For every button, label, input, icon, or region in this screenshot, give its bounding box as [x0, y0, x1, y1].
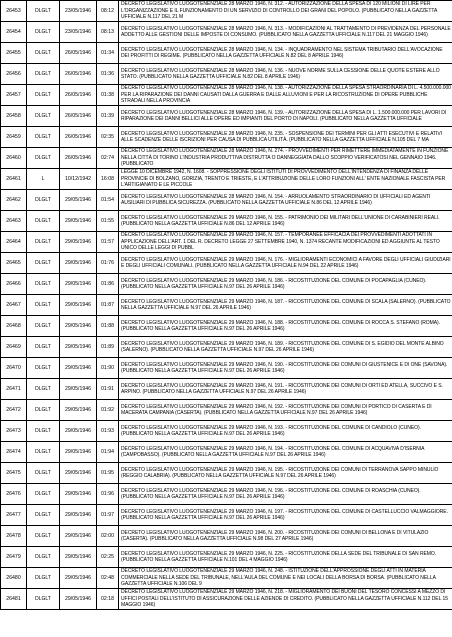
act-description: [119, 274, 452, 295]
act-time: 01:88: [97, 316, 119, 337]
act-time: 01:89: [97, 337, 119, 358]
act-type: DLGLT: [27, 463, 60, 484]
act-description-text: DECRETO LEGISLATIVO LUOGOTENENZIALE 29 MARZO 1946, N. 218. - MIGLIORAMENTO DEI BUONI DEL TESORO CONCESSI A MEZZO DI UFFICI POSTALI DELL'ISTITUTO DI ASSICURAZIONE DELLE AZIENDE DI CREDITO. (PUBBLICATO NELLA GAZZETTA UFFICIALE N.112 DEL 15 MAGGIO 1946): [121, 589, 448, 609]
act-description: [119, 316, 452, 337]
record-number: 26478: [1, 526, 27, 547]
act-description-text: LEGGE 10 DICEMBRE 1942, N. 1608. - SOPPRESSIONE DEGLI ISTITUTI DI PROVVEDIMENTO DELL'INTENDENZA DI FINANZA DELLE PROVINCIE DI BOLZANO, GORIZIA, TRENTO E TRIESTE, E L'ATTRIBUZIONE DELLE LORO FUNZIONI ALL' ENTE NAZIONALE FASCISTA PER L'ARTIGIANATO E LE PICCOLE: [121, 169, 446, 189]
act-description: [119, 358, 452, 379]
act-time: 01:93: [97, 421, 119, 442]
act-time: 02:74: [97, 148, 119, 169]
act-description: [119, 421, 452, 442]
act-description-text: DECRETO LEGISLATIVO LUOGOTENENZIALE 29 MARZO 1946, N. 189. - RICOSTITUZIONE DEL COMUNE DI S. EGIDIO DEL MONTE ALBINO (SALERNO). (PUBBLICATO NELLA GAZZETTA UFFICIALE N.97 DEL 26 APRILE 1946): [121, 340, 444, 353]
act-type: DLGLT: [27, 421, 60, 442]
record-number: 26462: [1, 190, 27, 211]
act-description-text: DECRETO LEGISLATIVO LUOGOTENENZIALE 29 MARZO 1946, N. 193. - RICOSTITUZIONE DEL COMUNE DI CANDIOLO (CUNEO). (PUBBLICATO NELLA GAZZETTA UFFICIALE N.97 DEL 26 APRILE 1946): [121, 424, 421, 437]
act-time: 01:76: [97, 253, 119, 274]
act-date: 29/05/1946: [60, 274, 97, 295]
table-row: [1, 337, 452, 358]
table-row: [1, 526, 452, 547]
act-description: [119, 43, 452, 64]
act-type: DLGLT: [27, 148, 60, 169]
act-time: 02:48: [97, 568, 119, 589]
act-time: 01:87: [97, 295, 119, 316]
record-number: 26459: [1, 127, 27, 148]
act-description: [119, 568, 452, 589]
table-row: [1, 1, 452, 22]
act-date: 29/05/1946: [60, 526, 97, 547]
record-number: 26454: [1, 22, 27, 43]
decree-table-body: [1, 1, 452, 610]
act-time: 01:97: [97, 505, 119, 526]
act-description-text: DECRETO LEGISLATIVO LUOGOTENENZIALE 29 MARZO 1946, N. 196. - RICOSTITUZIONE DEL COMUNE DI ROASCHIA (CUNEO). (PUBBLICATO NELLA GAZZETTA UFFICIALE N.97 DEL 26 APRILE 1946): [121, 487, 421, 500]
act-date: 29/05/1946: [60, 190, 97, 211]
record-number: 26480: [1, 568, 27, 589]
act-description-text: DECRETO LEGISLATIVO LUOGOTENENZIALE 29 MARZO 1946, N. 187. - RICOSTITUZIONE DEL COMUNE DI SCALA (SALERNO). (PUBBLICATO NELLA GAZZETTA UFFICIALE N.97 DEL 26 APRILE 1946): [121, 298, 451, 311]
act-time: 01:95: [97, 463, 119, 484]
act-description: [119, 211, 452, 232]
record-number: 26470: [1, 358, 27, 379]
act-type: DLGLT: [27, 190, 60, 211]
act-date: 29/05/1946: [60, 253, 97, 274]
act-description: [119, 526, 452, 547]
table-row: [1, 22, 452, 43]
act-description: [119, 442, 452, 463]
act-description-text: DECRETO LEGISLATIVO LUOGOTENENZIALE 29 MARZO 1946, N. 157. - TEMPORANEE EFFICACIA DEI PROVVEDIMENTI ADOTTATI IN APPLICAZIONE DELL'ART. 1 DEL R. DECRETO LEGGE 27 SETTEMBRE 1940, N. 1374 RECANTE MODIFICAZIONI ED AGGIUNTE AL TESTO UNICO DELLE LEGGI DI PUBBL: [121, 232, 440, 252]
act-date: 26/05/1946: [60, 64, 97, 85]
act-type: DLGLT: [27, 358, 60, 379]
record-number: 26461: [1, 169, 27, 190]
act-description-text: DECRETO LEGISLATIVO LUOGOTENENZIALE 29 MARZO 1946, N. 200. - RICOSTITUZIONE DEI COMUNI DI BELLONA E DI VITULAZIO (CASERTA). (PUBBLICATO NELLA GAZZETTA UFFICIALE N.98 DEL 27 APRILE 1946): [121, 529, 429, 542]
act-date: 29/05/1946: [60, 295, 97, 316]
act-date: 26/05/1946: [60, 85, 97, 106]
table-row: [1, 190, 452, 211]
act-description: [119, 253, 452, 274]
act-time: 01:94: [97, 442, 119, 463]
act-date: 29/05/1946: [60, 232, 97, 253]
table-row: [1, 85, 452, 106]
act-time: 02:25: [97, 547, 119, 568]
act-description: [119, 106, 452, 127]
record-number: 26471: [1, 379, 27, 400]
act-time: 01:39: [97, 106, 119, 127]
table-row: [1, 169, 452, 190]
act-time: 02:35: [97, 127, 119, 148]
record-number: 26453: [1, 1, 27, 22]
act-description-text: DECRETO LEGISLATIVO LUOGOTENENZIALE 28 MARZO 1946, N. 235. - SOSPENSIONE DEI TERMINI PER GLI ATTI ESECUTIVI E RELATIVI ALLE SCADENZE DELLE ISCRIZIONI PER CAUSA DI PUBBLICA UTILITÀ. (PUBBLICATO NELLA GAZZETTA UFFICIALE N.105 DEL 7 MA: [121, 130, 442, 143]
act-description-text: DECRETO LEGISLATIVO LUOGOTENENZIALE 29 MARZO 1946, N. 191. - RICOSTITUZIONE DEI COMUNI DI ORTI ED ATELLA, SUCCIVO E S. ARPINO. (PUBBLICATO NELLA GAZZETTA UFFICIALE N.97 DEL 26 APRILE 1946): [121, 382, 443, 395]
act-description: [119, 127, 452, 148]
act-time: 02:18: [97, 589, 119, 610]
act-time: 16:08: [97, 169, 119, 190]
act-description: [119, 505, 452, 526]
act-date: 26/05/1946: [60, 106, 97, 127]
record-number: 26477: [1, 505, 27, 526]
act-type: DLGLT: [27, 547, 60, 568]
act-date: 26/05/1946: [60, 127, 97, 148]
act-description: [119, 379, 452, 400]
act-description-text: DECRETO LEGISLATIVO LUOGOTENENZIALE 29 MARZO 1946, N. 197. - RICOSTITUZIONE DEL COMUNE DI CASTELLUCCIO VALMAGGIORE. (PUBBLICATO NELLA GAZZETTA UFFICIALE N.97 DEL 26 APRILE 1946): [121, 508, 448, 521]
act-type: DLGLT: [27, 232, 60, 253]
act-description-text: DECRETO LEGISLATIVO LUOGOTENENZIALE 28 MARZO 1946, N. 138. - AUTORIZZAZIONE DELLA SPESA STRAORDINARIA DI L. 4.500.000.000 PER LA RIPARAZIONE DEI DANNI CAUSATI DALLA GUERRA E DALLE ALLUVIONI E PER LA RICOSTRUZIONE DI OPERE PUBBLICHE STRADALI NELLA PROVINCIA: [121, 85, 451, 105]
record-number: 26457: [1, 85, 27, 106]
table-row: [1, 106, 452, 127]
table-row: [1, 358, 452, 379]
act-date: 23/05/1946: [60, 22, 97, 43]
act-date: 26/05/1946: [60, 43, 97, 64]
act-description-text: DECRETO LEGISLATIVO LUOGOTENENZIALE 28 MARZO 1946, N. 136. - NUOVE NORME SULLA CESSIONE DELLE QUOTE ESTERE ALLO STATO. (PUBBLICATO NELLA GAZZETTA UFFICIALE N.82 DEL 8 APRILE 1946): [121, 67, 440, 80]
table-row: [1, 64, 452, 85]
record-number: 26460: [1, 148, 27, 169]
act-description-text: DECRETO LEGISLATIVO LUOGOTENENZIALE 28 MARZO 1946, N. 274. - PROVVEDIMENTI PER RIMETTERE IMMEDIATAMENTE IN FUNZIONE NELLA CITTÀ DI TORINO L'INDUSTRIA PRODUTTIVA DISTRUTTA O DANNEGGIATA DALLO SCOPPIO VERIFICATOSI NEL GENNAIO 1946. (PUBBLICATO: [121, 148, 449, 168]
act-description: [119, 463, 452, 484]
table-row: [1, 568, 452, 589]
act-type: DLGLT: [27, 127, 60, 148]
record-number: 26466: [1, 274, 27, 295]
act-description: [119, 1, 452, 22]
act-description-text: DECRETO LEGISLATIVO LUOGOTENENZIALE 29 MARZO 1946, N. 195. - RICOSTITUZIONE DEI COMUNI DI TERRANOVA SAPPO MINULIO (REGGIO CALABRIA). (PUBBLICATO NELLA GAZZETTA UFFICIALE N.97 DEL 26 APRILE 1946): [121, 466, 439, 479]
act-date: 29/05/1946: [60, 442, 97, 463]
act-type: DLGLT: [27, 589, 60, 610]
act-description: [119, 64, 452, 85]
table-row: [1, 127, 452, 148]
act-time: 01:36: [97, 64, 119, 85]
act-date: 29/05/1946: [60, 484, 97, 505]
act-type: DLGLT: [27, 568, 60, 589]
act-date: 29/05/1946: [60, 400, 97, 421]
act-description: [119, 547, 452, 568]
table-row: [1, 589, 452, 610]
table-row: [1, 316, 452, 337]
act-type: DLGLT: [27, 253, 60, 274]
act-date: 29/05/1946: [60, 358, 97, 379]
record-number: 26472: [1, 400, 27, 421]
record-number: 26481: [1, 589, 27, 610]
act-description: [119, 589, 452, 610]
act-description-text: DECRETO LEGISLATIVO LUOGOTENENZIALE 29 MARZO 1946, N. 190. - RICOSTITUZIONE DEI COMUNI DI GIUSTENICE E DI ONE (SAVONA). (PUBBLICATO NELLA GAZZETTA UFFICIALE N.97 DEL 26 APRILE 1946): [121, 361, 448, 374]
act-description: [119, 169, 452, 190]
act-description: [119, 22, 452, 43]
record-number: 26474: [1, 442, 27, 463]
act-type: DLGLT: [27, 442, 60, 463]
act-time: 01:96: [97, 484, 119, 505]
act-description: [119, 400, 452, 421]
act-description: [119, 484, 452, 505]
act-time: 01:34: [97, 43, 119, 64]
record-number: 26476: [1, 484, 27, 505]
act-type: DLGLT: [27, 274, 60, 295]
table-row: [1, 148, 452, 169]
table-row: [1, 274, 452, 295]
act-description: [119, 190, 452, 211]
act-description: [119, 148, 452, 169]
act-time: 01:92: [97, 400, 119, 421]
record-number: 26467: [1, 295, 27, 316]
act-type: DLGLT: [27, 64, 60, 85]
act-time: 01:57: [97, 232, 119, 253]
table-row: [1, 295, 452, 316]
act-time: 01:86: [97, 274, 119, 295]
record-number: 26455: [1, 43, 27, 64]
act-date: 29/05/1946: [60, 337, 97, 358]
act-type: DLGLT: [27, 400, 60, 421]
act-type: DLGLT: [27, 43, 60, 64]
table-row: [1, 442, 452, 463]
table-row: [1, 505, 452, 526]
act-date: 23/05/1946: [60, 1, 97, 22]
table-row: [1, 463, 452, 484]
act-type: DLGLT: [27, 211, 60, 232]
table-row: [1, 421, 452, 442]
act-description: [119, 295, 452, 316]
act-type: DLGLT: [27, 337, 60, 358]
act-time: 01:91: [97, 379, 119, 400]
act-date: 29/05/1946: [60, 316, 97, 337]
act-description-text: DECRETO LEGISLATIVO LUOGOTENENZIALE 29 MARZO 1946, N. 225. - RICOSTITUZIONE DELLA SEDE DEL TRIBUNALE DI SAN REMO. (PUBBLICATO NELLA GAZZETTA UFFICIALE N.101 DEL 4 MAGGIO 1946): [121, 550, 437, 563]
record-number: 26473: [1, 421, 27, 442]
table-row: [1, 232, 452, 253]
act-description-text: DECRETO LEGISLATIVO LUOGOTENENZIALE 29 MARZO 1946, N. 192. - RICOSTITUZIONE DEI COMUNI DI PORTICO DI CASERTA E DI MACERATA CAMPANIA (CASERTA). (PUBBLICATO NELLA GAZZETTA UFFICIALE N.97 DEL 26 APRILE 1946): [121, 403, 432, 416]
act-description: [119, 232, 452, 253]
act-date: 29/05/1946: [60, 463, 97, 484]
table-row: [1, 379, 452, 400]
table-row: [1, 484, 452, 505]
act-type: DLGLT: [27, 379, 60, 400]
act-description-text: DECRETO LEGISLATIVO LUOGOTENENZIALE 29 MARZO 1946, N. 248. - ISTITUZIONE DELL'APPROSSIONE DEGLI ATTI IN MATERIA COMMERCIALE NELLA SEDE DEL TRIBUNALE, NELL'AULA DEL COMUNE E NEI LOCALI DELLA BORSA DI BORSA. (PUBBLICATO NELLA GAZZETTA UFFICIALE N.106 DEL 9: [121, 568, 436, 588]
act-description: [119, 337, 452, 358]
act-type: L: [27, 169, 60, 190]
act-date: 29/05/1946: [60, 505, 97, 526]
act-time: 08:12: [97, 1, 119, 22]
act-time: 02:00: [97, 526, 119, 547]
table-row: [1, 400, 452, 421]
act-date: 29/05/1946: [60, 547, 97, 568]
table-row: [1, 43, 452, 64]
record-number: 26463: [1, 211, 27, 232]
act-description-text: DECRETO LEGISLATIVO LUOGOTENENZIALE 29 MARZO 1946, N. 188. - RICOSTITUZIONE DEL COMUNE DI ROCCA S. STEFANO (ROMA). (PUBBLICATO NELLA GAZZETTA UFFICIALE N.97 DEL 26 APRILE 1946): [121, 319, 440, 332]
act-date: 29/05/1946: [60, 568, 97, 589]
record-number: 26464: [1, 232, 27, 253]
act-time: 01:54: [97, 190, 119, 211]
act-description-text: DECRETO LEGISLATIVO LUOGOTENENZIALE 28 MARZO 1946, N. 139. - AUTORIZZAZIONE DELLA SPESA DI L. 1.500.000.000 PER LAVORI DI RIPARAZIONE DEI DANNI BELLICI ALLE OPERE ED IMPIANTI DEL PORTO DI NAPOLI. (PUBBLICATO NELLA GAZZETTA UFFICIALE: [121, 109, 447, 122]
act-date: 26/05/1946: [60, 148, 97, 169]
act-description-text: DECRETO LEGISLATIVO LUOGOTENENZIALE 28 MARZO 1946, N. 313. - MODIFICAZIONI AL TRATTAMENTO DI PREVIDENZA DEL PERSONALE ADDETTO ALLE GESTIONI DELLE IMPOSTE DI CONSUMO. (PUBBLICATO NELLA GAZZETTA UFFICIALE N.117 DEL 21 MAGGIO 1946): [121, 25, 451, 38]
act-date: 29/05/1946: [60, 589, 97, 610]
table-row: [1, 211, 452, 232]
act-type: DLGLT: [27, 295, 60, 316]
record-number: 26479: [1, 547, 27, 568]
act-type: DLGLT: [27, 1, 60, 22]
act-time: 01:55: [97, 211, 119, 232]
act-type: DLGLT: [27, 106, 60, 127]
act-date: 10/12/1942: [60, 169, 97, 190]
act-description: [119, 85, 452, 106]
record-number: 26458: [1, 106, 27, 127]
act-date: 29/05/1946: [60, 211, 97, 232]
record-number: 26465: [1, 253, 27, 274]
act-description-text: DECRETO LEGISLATIVO LUOGOTENENZIALE 29 MARZO 1946, N. 176. - MIGLIORAMENTI ECONOMICI A FAVORE DEGLI UFFICIALI GIUDIZIARI E DEGLI UFFICIALI COMUNALI. (PUBBLICATO NELLA GAZZETTA UFFICIALE N.94 DEL 22 APRILE 1946): [121, 256, 451, 269]
act-time: 08:13: [97, 22, 119, 43]
act-date: 29/05/1946: [60, 379, 97, 400]
record-number: 26475: [1, 463, 27, 484]
act-time: 01:90: [97, 358, 119, 379]
act-description-text: DECRETO LEGISLATIVO LUOGOTENENZIALE 29 MARZO 1946, N. 155. - PATRIMONIO DEI MILITARI DELL'UNIONE DI CARABINIERI REALI. (PUBBLICATO NELLA GAZZETTA UFFICIALE N.86 DEL 12 APRILE 1946): [121, 214, 440, 227]
act-type: DLGLT: [27, 316, 60, 337]
record-number: 26469: [1, 337, 27, 358]
record-number: 26456: [1, 64, 27, 85]
table-row: [1, 253, 452, 274]
act-type: DLGLT: [27, 505, 60, 526]
act-type: DLGLT: [27, 484, 60, 505]
act-description-text: DECRETO LEGISLATIVO LUOGOTENENZIALE 29 MARZO 1946, N. 186. - RICOSTITUZIONE DEL COMUNE DI POCAPAGLIA (CUNEO). (PUBBLICATO NELLA GAZZETTA UFFICIALE N.97 DEL 26 APRILE 1946): [121, 277, 427, 290]
act-description-text: DECRETO LEGISLATIVO LUOGOTENENZIALE 28 MARZO 1946, N. 312. - AUTORIZZAZIONE DELLA SPESA DI 120 MILIONI DI LIRE PER L'ORGANIZZAZIONE E IL FUNZIONAMENTO DI UN SERVIZIO DI CONTROLLO DEI GRANI DEL POPOLO. (PUBBLICATO NELLA GAZZETTA UFFICIALE N.117 DEL 21 M: [121, 1, 437, 21]
act-description-text: DECRETO LEGISLATIVO LUOGOTENENZIALE 29 MARZO 1946, N. 194. - RICOSTITUZIONE DEL COMUNE DI ACQUAVIVA D'ISERNIA (CAMPOBASSO). (PUBBLICATO NELLA GAZZETTA UFFICIALE N.97 DEL 26 APRILE 1946): [121, 445, 425, 458]
act-type: DLGLT: [27, 85, 60, 106]
act-description-text: DECRETO LEGISLATIVO LUOGOTENENZIALE 28 MARZO 1946, N. 134. - INQUADRAMENTO NEL SISTEMA TRIBUTARIO DELL'AVOCAZIONE DEI PROFITTI DI REGIME. (PUBBLICATO NELLA GAZZETTA UFFICIALE N.82 DEL 8 APRILE 1946): [121, 46, 443, 59]
act-description-text: DECRETO LEGISLATIVO LUOGOTENENZIALE 28 MARZO 1946, N. 154. - ARRUOLAMENTO STRAORDINARIO DI UFFICIALI ED AGENTI AUSILIARI DI PUBBLICA SICUREZZA. (PUBBLICATO NELLA GAZZETTA UFFICIALE N.86 DEL 12 APRILE 1946): [121, 193, 431, 206]
act-date: 29/05/1946: [60, 421, 97, 442]
table-row: [1, 547, 452, 568]
act-type: DLGLT: [27, 526, 60, 547]
record-number: 26468: [1, 316, 27, 337]
act-time: 01:38: [97, 85, 119, 106]
act-type: DLGLT: [27, 22, 60, 43]
